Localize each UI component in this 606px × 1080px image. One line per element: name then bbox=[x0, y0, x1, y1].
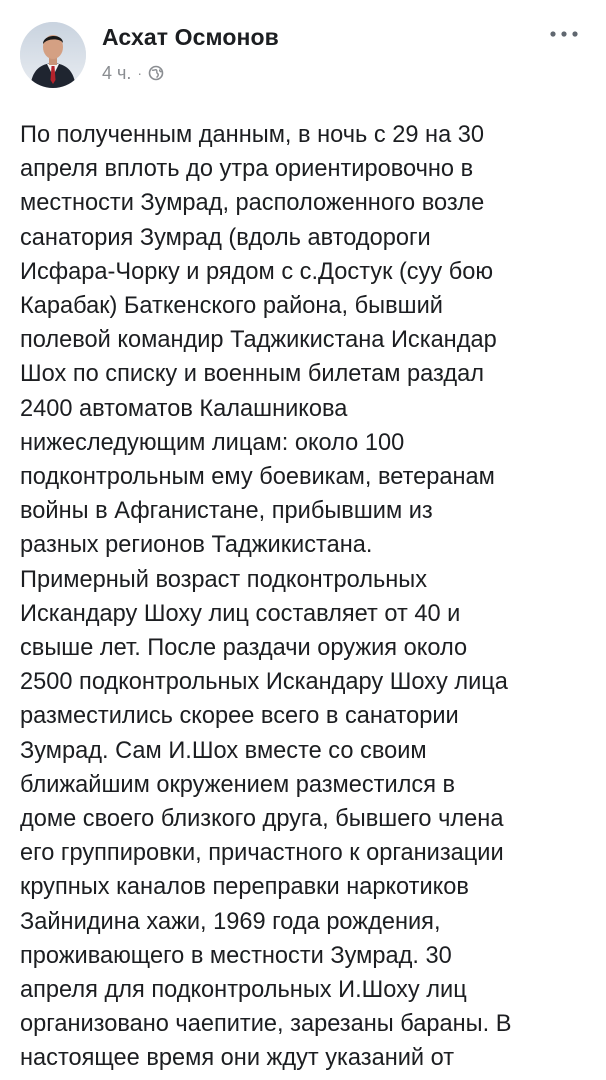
post-text-line: разных регионов Таджикистана. bbox=[20, 532, 373, 559]
post-text-line: свыше лет. После раздачи оружия около bbox=[20, 635, 468, 662]
post-text-line: апреля вплоть до утра ориентировочно в bbox=[20, 156, 474, 183]
post-text-line: Зумрад. Сам И.Шох вместе со своим bbox=[20, 737, 427, 764]
post-text-line: 2500 подконтрольных Искандару Шоху лица bbox=[20, 669, 508, 696]
post-text-line: нижеследующим лицам: около 100 bbox=[20, 429, 405, 456]
post-text bbox=[20, 118, 588, 1076]
post-text-line: проживающего в местности Зумрад. 30 bbox=[20, 942, 452, 969]
post-text-line: санатория Зумрад (вдоль автодороги bbox=[20, 224, 431, 251]
post-text-line: его группировки, причастного к организации bbox=[20, 840, 504, 867]
post-text-line: подконтрольным ему боевикам, ветеранам bbox=[20, 464, 495, 491]
post-text-line: ближайшим окружением разместился в bbox=[20, 771, 456, 798]
post-text-line: местности Зумрад, расположенного возле bbox=[20, 190, 485, 217]
globe-icon bbox=[148, 65, 164, 81]
post-text-line: настоящее время они ждут указаний от bbox=[20, 1045, 455, 1072]
post-text-line: войны в Афганистане, прибывшим из bbox=[20, 498, 433, 525]
post-text-line: Исфара-Чорку и рядом с с.Достук (суу бою bbox=[20, 258, 494, 285]
post-text-line: Примерный возраст подконтрольных bbox=[20, 566, 428, 593]
post-text-line: полевой командир Таджикистана Искандар bbox=[20, 327, 497, 354]
post-text-line: Зайнидина хажи, 1969 года рождения, bbox=[20, 908, 441, 935]
more-horizontal-icon bbox=[549, 30, 579, 38]
more-options-button[interactable] bbox=[542, 22, 586, 46]
post-text-line: разместились скорее всего в санатории bbox=[20, 703, 459, 730]
avatar[interactable] bbox=[20, 22, 86, 88]
post-text-line: По полученным данным, в ночь с 29 на 30 bbox=[20, 122, 484, 148]
post-text-line: крупных каналов переправки наркотиков bbox=[20, 874, 469, 901]
post-text-line: Карабак) Баткенского района, бывший bbox=[20, 293, 443, 320]
post-text-line: организовано чаепитие, зарезаны бараны. В bbox=[20, 1011, 512, 1038]
post-text-line: Шох по списку и военным билетам раздал bbox=[20, 361, 484, 388]
meta-separator: · bbox=[137, 65, 143, 81]
post-time[interactable]: 4 ч. bbox=[102, 62, 132, 83]
post-header bbox=[20, 22, 586, 94]
post-text-line: 2400 автоматов Калашникова bbox=[20, 395, 348, 422]
author-name[interactable]: Асхат Осмонов bbox=[102, 24, 279, 50]
post-text-line: доме своего близкого друга, бывшего члена bbox=[20, 806, 504, 833]
post-meta bbox=[102, 62, 164, 84]
post-text-line: апреля для подконтрольных И.Шоху лиц bbox=[20, 977, 467, 1004]
post-text-line: Искандару Шоху лиц составляет от 40 и bbox=[20, 600, 461, 627]
